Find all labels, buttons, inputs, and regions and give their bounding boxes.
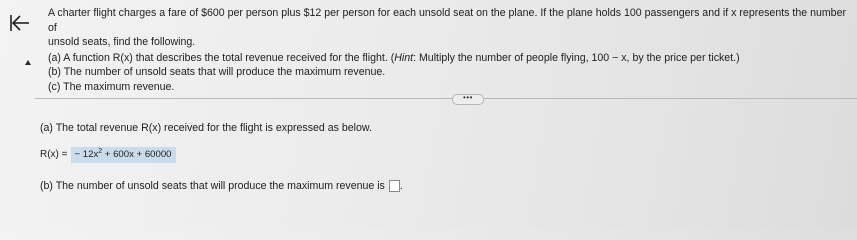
formula-lhs: R(x) = — [40, 149, 68, 160]
answer-part-b-suffix: . — [399, 180, 403, 192]
formula-row — [40, 147, 176, 163]
answer-part-a-text: (a) The total revenue R(x) received for the flight is expressed as below. — [40, 122, 372, 134]
question-part-a: (a) A function R(x) that describes the total revenue received for the flight. (Hint: Multiply the number of people flying, 100 − x, by the price per ticket.) — [48, 51, 740, 64]
answer-input-box[interactable] — [389, 180, 400, 192]
question-text — [48, 6, 848, 94]
formula-exponent: 2 — [98, 148, 103, 155]
question-part-b: (b) The number of unsold seats that will produce the maximum revenue. — [48, 66, 386, 78]
question-line-1: A charter flight charges a fare of $600 per person plus $12 per person for each unsold seat on the plane. If the plane holds 100 passengers and if x represents the number of — [48, 7, 846, 34]
back-button[interactable] — [9, 12, 31, 34]
question-line-2: unsold seats, find the following. — [48, 36, 196, 48]
back-arrow-icon — [9, 12, 31, 34]
question-part-c: (c) The maximum revenue. — [48, 80, 175, 93]
expand-more-button[interactable]: ••• — [452, 94, 484, 105]
answer-part-b-row — [40, 179, 403, 193]
formula-term-1: − 12x — [74, 149, 99, 160]
section-divider — [35, 98, 857, 99]
formula-answer-field[interactable] — [71, 147, 176, 163]
formula-term-2: + 600x + 60000 — [102, 149, 172, 160]
triangle-bullet-icon — [25, 60, 31, 65]
answer-part-b-text: (b) The number of unsold seats that will produce the maximum revenue is — [40, 180, 385, 192]
